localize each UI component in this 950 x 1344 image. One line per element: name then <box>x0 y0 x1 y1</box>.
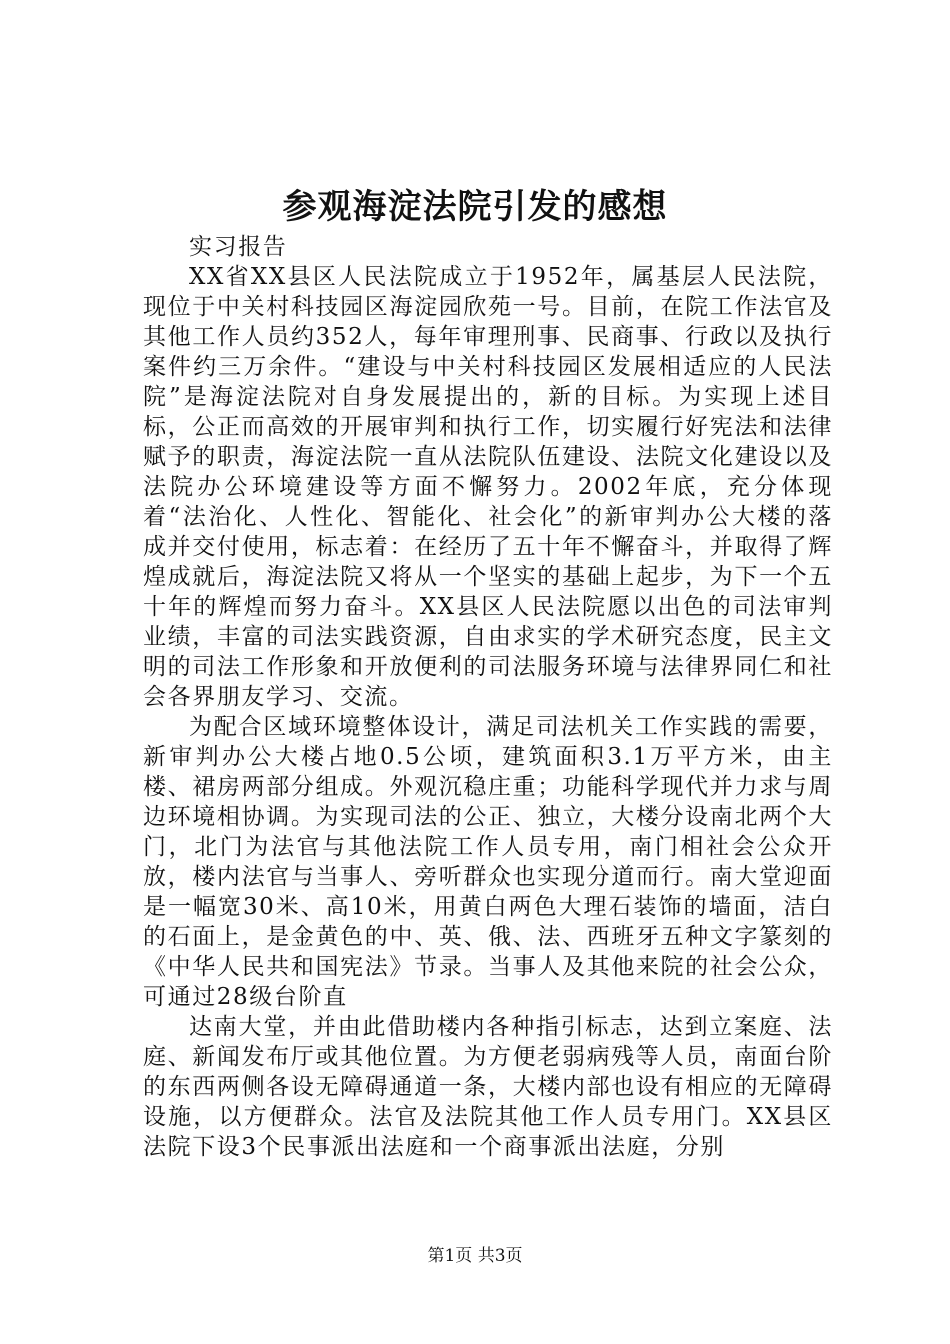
paragraph-report-label: 实习报告 <box>189 234 288 260</box>
paragraph-south-hall-access: 达南大堂，并由此借助楼内各种指引标志，达到立案庭、法庭、新闻发布厅或其他位置。为方便老弱病残等人员，南面台阶的东西两侧各设无障碍通道一条，大楼内部也设有相应的无障碍设施，以方便群众。法官及法院其他工作人员专用门。XX县区法院下设3个民事派出法庭和一个商事派出法庭，分别 <box>143 1014 833 1160</box>
paragraph-building-design: 为配合区域环境整体设计，满足司法机关工作实践的需要，新审判办公大楼占地0.5公顷，建筑面积3.1万平方米，由主楼、裙房两部分组成。外观沉稳庄重；功能科学现代并力求与周边环境相协调。为实现司法的公正、独立，大楼分设南北两个大门，北门为法官与其他法院工作人员专用，南门相社会公众开放，楼内法官与当事人、旁听群众也实现分道而行。南大堂迎面是一幅宽30米、高10米，用黄白两色大理石装饰的墙面，洁白的石面上，是金黄色的中、英、俄、法、西班牙五种文字篆刻的《中华人民共和国宪法》节录。当事人及其他来院的社会公众，可通过28级台阶直 <box>143 714 833 1010</box>
document-body <box>143 232 833 1162</box>
page-number-footer: 第1页 共3页 <box>427 1246 523 1266</box>
document-title: 参观海淀法院引发的感想 <box>282 187 668 227</box>
paragraph-court-introduction: XX省XX县区人民法院成立于1952年，属基层人民法院，现位于中关村科技园区海淀园欣苑一号。目前，在院工作法官及其他工作人员约352人，每年审理刑事、民商事、行政以及执行案件约三万余件。“建设与中关村科技园区发展相适应的人民法院”是海淀法院对自身发展提出的，新的目标。为实现上述目标，公正而高效的开展审判和执行工作，切实履行好宪法和法律赋予的职责，海淀法院一直从法院队伍建设、法院文化建设以及法院办公环境建设等方面不懈努力。2002年底，充分体现着“法治化、人性化、智能化、社会化”的新审判办公大楼的落成并交付使用，标志着：在经历了五十年不懈奋斗，并取得了辉煌成就后，海淀法院又将从一个坚实的基础上起步，为下一个五十年的辉煌而努力奋斗。XX县区人民法院愿以出色的司法审判业绩，丰富的司法实践资源，自由求实的学术研究态度，民主文明的司法工作形象和开放便利的司法服务环境与法律界同仁和社会各界朋友学习、交流。 <box>143 264 833 710</box>
